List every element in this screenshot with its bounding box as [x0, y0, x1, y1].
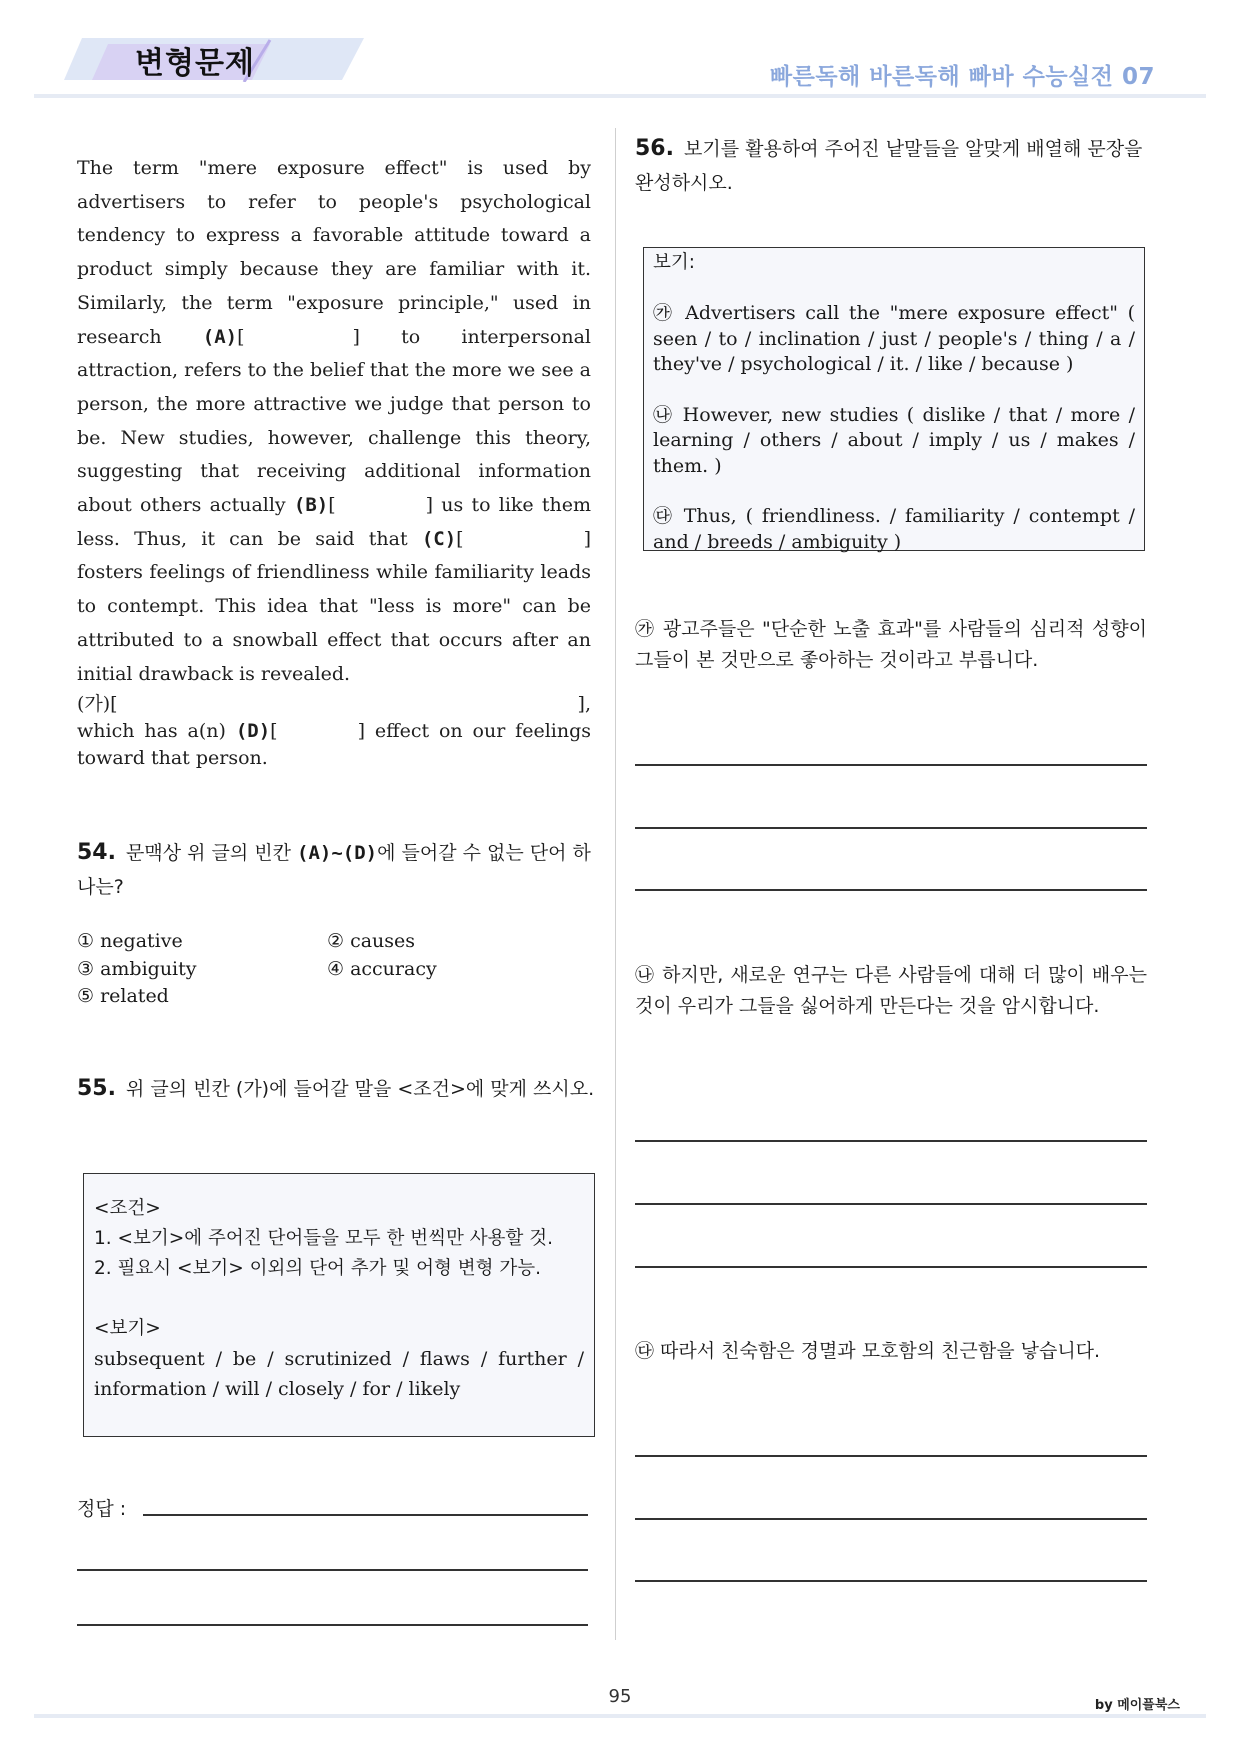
option-3[interactable]: ③ ambiguity	[77, 957, 197, 980]
answer-line-ga-3[interactable]	[635, 889, 1147, 891]
bogi-label: 보기:	[653, 252, 695, 273]
blank-d-mark: (D)	[235, 720, 271, 743]
passage-text-2: ] to interpersonal attraction, refers to the belief that the more we see a person, the more attractive we judge that person to be. New studies, however, challenge this theory, suggesting that receiving additional information about others actually	[77, 325, 591, 517]
footer-divider	[34, 1714, 1206, 1718]
answer-line-da-1[interactable]	[635, 1455, 1147, 1457]
blank-a-open: [	[237, 325, 245, 348]
blank-ga-line	[77, 691, 591, 718]
answer-line-da-2[interactable]	[635, 1518, 1147, 1520]
bogi-item-ga: ㉮ Advertisers call the "mere exposure effect" ( seen / to / inclination / just / people's / thing / a /	[653, 302, 1135, 350]
passage-text-5: which has a(n)	[77, 720, 226, 743]
question-54-text-before: 문맥상 위 글의 빈칸	[126, 842, 291, 864]
blank-b-mark: (B)	[293, 494, 329, 517]
question-55-number: 55.	[77, 1076, 116, 1101]
option-1[interactable]: ① negative	[77, 930, 183, 952]
question-55-text: 위 글의 빈칸 (가)에 들어갈 말을 <조건>에 맞게 쓰시오.	[126, 1078, 595, 1100]
translation-da: ㉰ 따라서 친숙함은 경멸과 모호함의 친근함을 낳습니다.	[635, 1340, 1101, 1362]
bogi-item-na: ㉯ However, new studies ( dislike / that / more / learning / others / about / imply / us / makes /	[653, 403, 1135, 451]
option-4[interactable]: ④ accuracy	[327, 957, 437, 980]
question-54	[77, 836, 597, 904]
answer-line-ga-2[interactable]	[635, 827, 1147, 829]
answer-line-3[interactable]	[77, 1624, 588, 1626]
bogi-item-ga-cont: they've / psychological / it. / like / because )	[653, 353, 1074, 375]
option-5[interactable]: ⑤ related	[77, 985, 169, 1007]
question-55	[77, 1072, 597, 1106]
blank-c-mark: (C)	[421, 527, 457, 550]
column-divider	[615, 128, 616, 1640]
condition-item-1: 1. <보기>에 주어진 단어들을 모두 한 번씩만 사용할 것.	[94, 1228, 554, 1249]
header-divider	[34, 94, 1206, 98]
question-56	[635, 132, 1155, 200]
header-badge-title: 변형문제	[135, 46, 255, 81]
answer-line-1[interactable]	[143, 1514, 588, 1516]
reading-passage	[77, 152, 591, 772]
blank-d-open: [	[270, 720, 278, 743]
translation-ga: ㉮ 광고주들은 "단순한 노출 효과"를 사람들의 심리적 성향이 그들이 본 것만으로 좋아하는 것이라고 부릅니다.	[635, 618, 1147, 671]
answer-line-ga-1[interactable]	[635, 764, 1147, 766]
condition-item-2: 2. 필요시 <보기> 이외의 단어 추가 및 어형 변형 가능.	[94, 1258, 542, 1279]
blank-ga-open: (가)[	[77, 693, 118, 716]
question-54-marks: (A)~(D)	[297, 842, 378, 864]
question-54-number: 54.	[77, 840, 116, 865]
option-2[interactable]: ② causes	[327, 930, 416, 952]
bogi-item-na-cont: them. )	[653, 454, 722, 477]
question-54-text-after: 에 들어갈 수 없는 단어 하나는?	[77, 842, 591, 898]
footer-brand: by 메이플북스	[1094, 1698, 1180, 1713]
passage-text-3: ] us to like them less. Thus, it can be said that	[77, 494, 591, 550]
answer-line-na-2[interactable]	[635, 1203, 1147, 1205]
bogi-title: <보기>	[94, 1318, 161, 1339]
blank-c-open: [	[456, 527, 464, 550]
bogi-box	[643, 247, 1145, 551]
question-56-text: 보기를 활용하여 주어진 낱말들을 알맞게 배열해 문장을 완성하시오.	[635, 138, 1143, 194]
passage-text-1: The term "mere exposure effect" is used by advertisers to refer to people's psychological tendency to express a favorable attitude toward a product simply because they are familiar with it. Similarly, the term "exposure principle," used in research	[77, 157, 591, 348]
condition-box	[83, 1173, 595, 1437]
series-title: 빠른독해 바른독해 빠바 수능실전 07	[769, 64, 1155, 90]
bogi-word-list: subsequent / be / scrutinized / flaws / further / information / will / closely / for / likely	[94, 1348, 584, 1400]
passage-text-4: ] fosters feelings of friendliness while familiarity leads to contempt. This idea that "less is more" can be attributed to a snowball effect that occurs after an initial drawback is revealed.	[77, 527, 592, 685]
page-number: 95	[608, 1686, 632, 1707]
answer-line-na-1[interactable]	[635, 1140, 1147, 1142]
bogi-item-da-cont: and / breeds / ambiguity )	[653, 530, 902, 553]
condition-title: <조건>	[94, 1198, 161, 1219]
question-56-number: 56.	[635, 136, 674, 161]
answer-line-na-3[interactable]	[635, 1266, 1147, 1268]
blank-b-open: [	[328, 494, 336, 517]
answer-line-da-3[interactable]	[635, 1580, 1147, 1582]
passage-text-6: ] effect on our feelings toward that person.	[77, 720, 592, 770]
blank-ga-close: ],	[577, 693, 591, 716]
translation-na: ㉯ 하지만, 새로운 연구는 다른 사람들에 대해 더 많이 배우는 것이 우리가 그들을 싫어하게 만든다는 것을 암시합니다.	[635, 964, 1147, 1017]
answer-line-2[interactable]	[77, 1569, 588, 1571]
answer-label: 정답 :	[77, 1498, 127, 1520]
bogi-item-da: ㉰ Thus, ( friendliness. / familiarity / contempt /	[653, 505, 1135, 527]
blank-a-mark: (A)	[202, 325, 238, 348]
